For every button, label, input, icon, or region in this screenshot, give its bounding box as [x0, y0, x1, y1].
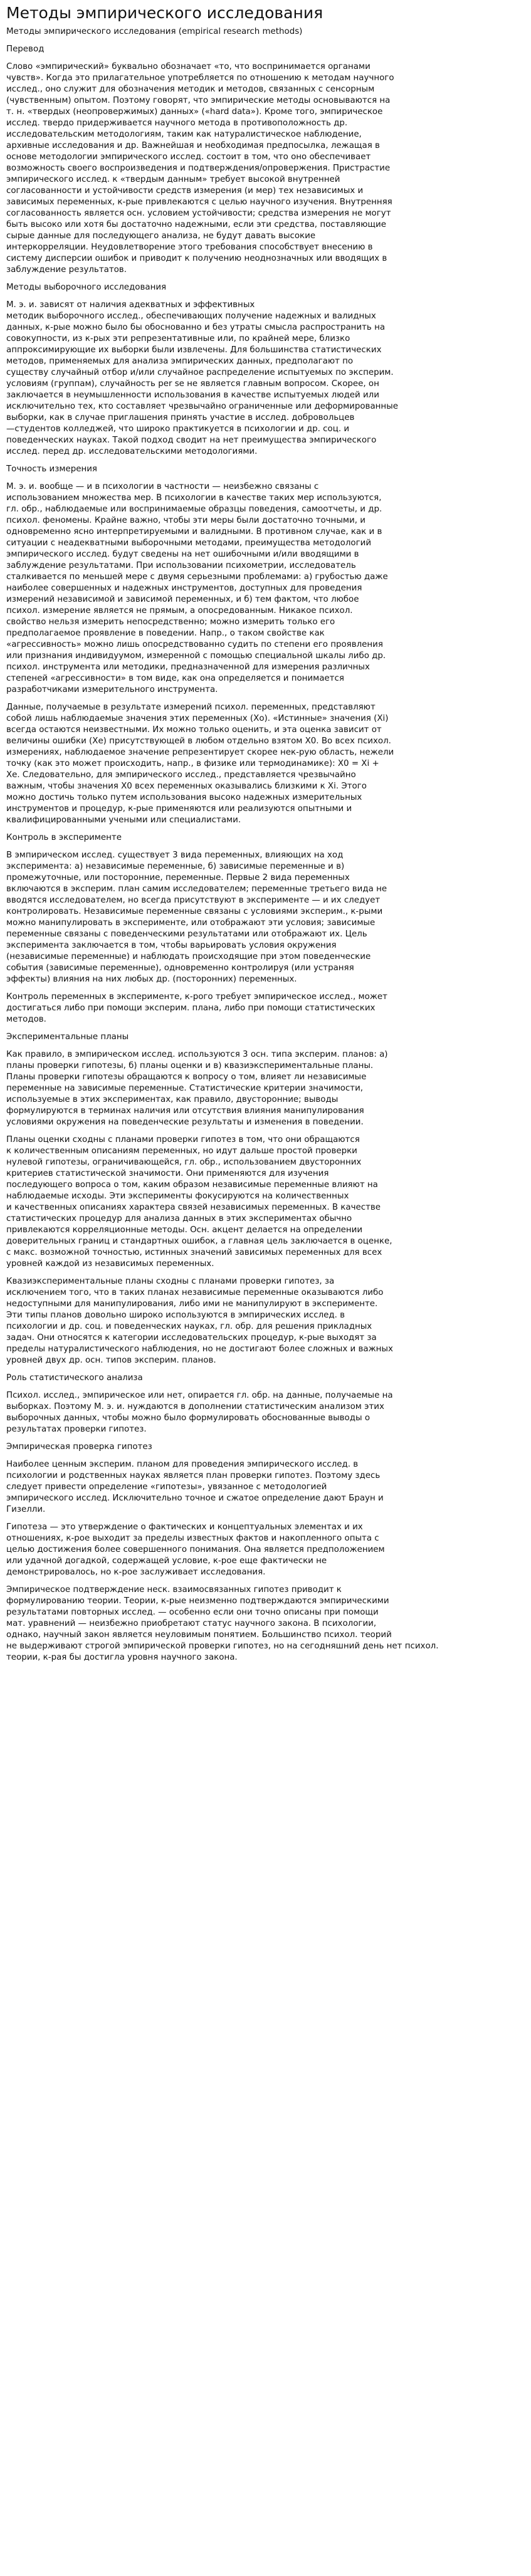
text-line: Гизелли. — [6, 1505, 46, 1514]
text-line: психол. феномены. Крайне важно, чтобы эти меры были достаточно точными, и — [6, 516, 365, 525]
text-line: не выдерживают строгой эмпирической проверки гипотез, но на сегодняшний день нет психол. — [6, 1641, 439, 1651]
paragraph — [6, 992, 525, 1025]
text-line: методов. — [6, 1015, 46, 1024]
paragraph — [6, 1049, 525, 1128]
text-line: т. н. «твердых (неопровержимых) данных» («hard data»). Кроме того, эмпирическое — [6, 107, 383, 117]
text-line: Эмпирическое подтверждение неск. взаимосвязанных гипотез приводит к — [6, 1585, 342, 1594]
text-line: уровней двух др. осн. типов эксперим. планов. — [6, 1356, 216, 1365]
text-line: Квазиэкспериментальные планы сходны с планами проверки гипотез, за — [6, 1277, 335, 1286]
text-line: Психол. исслед., эмпирическое или нет, опирается гл. обр. на данные, получаемые на — [6, 1391, 393, 1400]
text-line: переменные связаны с поведенческими результатами или отображают их. Цель — [6, 929, 367, 939]
text-line: Эти типы планов довольно широко используются в эмпирических исслед. в — [6, 1311, 345, 1320]
text-line: существу случайный отбор и/или случайное распределение испытуемых по эксперим. — [6, 368, 394, 377]
text-line: можно достичь только путем использования высоко надежных измерительных — [6, 793, 362, 802]
text-line: задач. Они относятся к категории исследовательских процедур, к-рые выходят за — [6, 1333, 377, 1343]
text-line: исслед., оно служит для обозначения методик и методов, связанных с сенсорным — [6, 85, 375, 94]
text-line: доверительных границ и стандартных ошибок, а главная цель заключается в оценке, — [6, 1237, 392, 1246]
paragraph — [6, 850, 525, 985]
text-line: измерений независимой и зависимой переменных, и б) тем фактом, что любое — [6, 595, 359, 604]
text-line: Данные, получаемые в результате измерений психол. переменных, представляют — [6, 703, 376, 712]
page-title: Методы эмпирического исследования — [6, 4, 323, 22]
section-heading — [6, 1373, 525, 1384]
text-line: психол. измерение является не прямым, а опосредованным. Никакое психол. — [6, 606, 353, 615]
text-line: критериев статистической значимости. Они применяются для изучения — [6, 1169, 329, 1178]
text-line: М. э. и. зависят от наличия адекватных и эффективных — [6, 300, 255, 310]
text-line: Слово «эмпирический» буквально обозначает «то, что воспринимается органами — [6, 62, 371, 71]
text-line: нулевой гипотезы, ограничивающейся, гл. обр., использованием двусторонних — [6, 1158, 362, 1167]
paragraph — [6, 1522, 525, 1578]
text-line: результатах проверки гипотез. — [6, 1425, 147, 1434]
text-line: уровней каждой из независимых переменных. — [6, 1259, 214, 1269]
text-line: эффекты) влияния на них любых др. (посторонних) переменных. — [6, 975, 297, 984]
section-heading — [6, 282, 525, 293]
text-line: исслед. твердо придерживается научного метода в противоположность др. — [6, 118, 348, 128]
text-line: (чувственным) опытом. Поэтому говорят, что эмпирические методы основываются на — [6, 96, 391, 105]
paragraph — [6, 1459, 525, 1516]
text-line: чувств». Когда это прилагательное употребляется по отношению к методам научного — [6, 73, 394, 83]
text-line: планы проверки гипотезы, б) планы оценки и в) квазиэкспериментальные планы. — [6, 1061, 374, 1071]
paragraph — [6, 300, 525, 458]
text-line: эмпирического исслед. к «твердым данным» требует высокой внутренней — [6, 175, 340, 184]
text-line: Экспериментальные планы — [6, 1032, 129, 1042]
text-line: пределы натуралистического наблюдения, но не достигают более сложных и важных — [6, 1344, 393, 1354]
text-line: Хе. Следовательно, для эмпирического исслед., представляется чрезвычайно — [6, 770, 356, 780]
text-line: предполагаемое проявление в поведении. Напр., о таком свойстве как — [6, 629, 325, 638]
text-line: переменные на зависимые переменные. Статистические критерии значимости, — [6, 1084, 364, 1093]
text-line: систему дисперсии ошибок и приводит к получению неоднозначных или вводящих в — [6, 254, 387, 263]
text-line: следует привести определение «гипотезы», увязанное с методологией — [6, 1482, 327, 1492]
text-line: и качественных описаниях характера связей независимых переменных. В качестве — [6, 1203, 381, 1212]
text-line: сырые данные для последующего анализа, не будут давать высокие — [6, 231, 316, 241]
text-line: статистических процедур для анализа данных в этих экспериментах обычно — [6, 1214, 352, 1223]
text-line: свойство нельзя измерить непосредственно; можно измерить только его — [6, 617, 335, 627]
text-line: эмпирического исслед. Исключительно точное и сжатое определение дают Браун и — [6, 1494, 384, 1503]
text-line: архивные исследования и др. Важнейшая и необходимая предпосылка, лежащая в — [6, 141, 380, 150]
text-line: Роль статистического анализа — [6, 1373, 143, 1383]
paragraph — [6, 481, 525, 696]
text-line: Гипотеза — это утверждение о фактических и концептуальных элементах и их — [6, 1522, 363, 1532]
text-line: целью достижения более совершенного понимания. Она является предположением — [6, 1545, 385, 1554]
text-line: —студентов колледжей, что широко практикуется в психологии и др. соц. и — [6, 424, 350, 434]
text-line: измерениях, наблюдаемое значение репрезентирует скорее нек-рую область, нежели — [6, 748, 394, 757]
text-line: выборках. Поэтому М. э. и. нуждаются в дополнении статистическим анализом этих — [6, 1402, 384, 1411]
text-line: собой лишь наблюдаемые значения этих переменных (Хо). «Истинные» значения (Хi) — [6, 714, 389, 723]
text-line: степеней «агрессивности» в том виде, как она определяется и понимается — [6, 674, 344, 683]
text-line: точку (как это может происходить, напр., в физике или термодинамике): Х0 = Хi + — [6, 759, 379, 768]
text-line: Контроль переменных в эксперименте, к-рого требует эмпирическое исслед., может — [6, 992, 387, 1002]
text-line: всегда остаются неизвестными. Их можно только оценить, и эта оценка зависит от — [6, 725, 382, 735]
text-line: вводятся исследователем, но всегда присутствуют в эксперименте — и их следует — [6, 896, 381, 905]
text-line: условиями окружения на поведенческие результаты и изменения в поведении. — [6, 1118, 364, 1127]
section-heading — [6, 1032, 525, 1043]
section-heading — [6, 44, 525, 55]
text-line: методов, применяемых для анализа эмпирических данных, предполагают по — [6, 357, 354, 366]
text-line: Точность измерения — [6, 464, 97, 474]
text-line: исключительно тех, кто составляет чрезвычайно ограниченные или деформированные — [6, 402, 398, 411]
text-line: разработчиками измерительного инструмента. — [6, 685, 218, 694]
section-heading — [6, 1442, 525, 1453]
text-line: теории, к-рая бы достигла уровня научного закона. — [6, 1653, 238, 1662]
text-line: мат. уравнений — неизбежно приобретают статус научного закона. В психологии, — [6, 1619, 377, 1628]
text-line: быть высоко или хотя бы достаточно надежными, если эти средства, поставляющие — [6, 220, 386, 229]
text-line: Эмпирическая проверка гипотез — [6, 1442, 152, 1452]
paragraph — [6, 1134, 525, 1270]
text-line: можно манипулировать в эксперименте, или отображают эти условия; зависимые — [6, 918, 376, 928]
text-line: важным, чтобы значения Х0 всех переменных оказывались близкими к Хi. Этого — [6, 782, 367, 791]
paragraph — [6, 702, 525, 826]
text-line: инструментов и процедур, к-рые применяются или реализуются опытными и — [6, 804, 352, 814]
text-line: выборки, как в случае приглашения принять участие в исслед. добровольцев — [6, 413, 355, 422]
text-line: Контроль в эксперименте — [6, 833, 122, 842]
paragraph — [6, 1390, 525, 1435]
section-heading — [6, 464, 525, 475]
text-line: исследовательским методологиям, таким как натуралистическое наблюдение, — [6, 130, 362, 139]
text-line: интеркорреляции. Неудовлетворение этого требования способствует внесению в — [6, 243, 373, 252]
text-line: эксперимента: а) независимые переменные, б) зависимые переменные и в) — [6, 862, 345, 871]
text-line: одновременно ясно интерпретируемыми и валидными. В противном случае, как и в — [6, 527, 382, 537]
text-line: совокупности, из к-рых эти репрезентативные или, по крайней мере, близко — [6, 334, 350, 343]
text-line: заблуждение результатами. При использовании психометрии, исследователь — [6, 561, 356, 570]
text-line: заблуждение результатов. — [6, 265, 127, 275]
text-line: наблюдаемые исходы. Эти эксперименты фокусируются на количественных — [6, 1191, 349, 1201]
text-line: демонстрировалось, но к-рое заслуживает исследования. — [6, 1568, 266, 1577]
paragraph — [6, 1276, 525, 1366]
text-line: исслед. перед др. исследовательскими методологиями. — [6, 447, 258, 456]
text-line: к количественным описаниям переменных, но идут дальше простой проверки — [6, 1146, 357, 1156]
section-heading — [6, 26, 525, 38]
text-line: аппроксимирующие их выборки были извлечены. Для большинства статистических — [6, 345, 382, 355]
section-heading — [6, 832, 525, 844]
article-body — [6, 26, 525, 1663]
text-line: выборочных данных, чтобы можно было формулировать обоснованные выводы о — [6, 1413, 371, 1423]
text-line: привлекаются корреляционные методы. Осн. акцент делается на определении — [6, 1225, 363, 1235]
text-line: М. э. и. вообще — и в психологии в частности — неизбежно связаны с — [6, 482, 319, 491]
paragraph — [6, 1584, 525, 1663]
text-line: заключается в неумышленности использования в качестве испытуемых людей или — [6, 390, 379, 400]
text-line: или признания индивидуумом, измеренной с помощью специальной шкалы либо др. — [6, 651, 386, 661]
text-line: использованием множества мер. В психологии в качестве таких мер используются, — [6, 493, 382, 503]
text-line: (независимые переменные) и наблюдать происходящие при этом поведенческие — [6, 952, 371, 961]
text-line: недоступными для манипулирования, либо ими не манипулируют в эксперименте. — [6, 1299, 378, 1309]
text-line: включаются в эксперим. план самим исследователем; переменные третьего вида не — [6, 884, 387, 894]
text-line: используемые в этих экспериментах, как правило, двусторонние; выводы — [6, 1095, 339, 1104]
text-line: психол. инструмента или методики, предназначенной для измерения различных — [6, 662, 370, 672]
text-line: квалифицированными учеными или специалистами. — [6, 815, 241, 825]
text-line: или удачной догадкой, содержащей условие, к-рое еще фактически не — [6, 1556, 327, 1566]
text-line: Перевод — [6, 45, 45, 54]
text-line: Планы проверки гипотезы обращаются к вопросу о том, влияет ли независимые — [6, 1072, 367, 1082]
text-line: возможность своего воспроизведения и подтверждения/опровержения. Пристрастие — [6, 164, 391, 173]
text-line: Наиболее ценным эксперим. планом для проведения эмпирического исслед. в — [6, 1460, 359, 1469]
text-line: Методы выборочного исследования — [6, 283, 167, 292]
paragraph — [6, 61, 525, 276]
text-line: наиболее совершенных и надежных инструментов, доступных для проведения — [6, 584, 362, 593]
text-line: основе методологии эмпирического исслед. состоит в том, что оно обеспечивает — [6, 152, 371, 162]
text-line: психологии и родственных науках является план проверки гипотез. Поэтому здесь — [6, 1471, 381, 1480]
text-line: согласованности и устойчивости средств измерения (и мер) тех независимых и — [6, 186, 364, 196]
text-line: Методы эмпирического исследования (empirical research methods) — [6, 27, 303, 36]
text-line: согласованность является осн. условием устойчивости; средства измерения не могут — [6, 209, 391, 218]
text-line: ситуации с неадекватными выборочными методами, преимущества методологий — [6, 538, 372, 548]
text-line: однако, научный закон является неуловимым понятием. Большинство психол. теорий — [6, 1630, 392, 1640]
text-line: эксперимента заключается в том, чтобы варьировать условия окружения — [6, 941, 337, 950]
text-line: условиям (группам), случайность per se не является главным вопросом. Скорее, он — [6, 379, 379, 389]
text-line: величины ошибки (Хе) присутствующей в любом отдельно взятом Х0. Во всех психол. — [6, 736, 391, 746]
text-line: отношениях, к-рое выходит за пределы известных фактов и накопленного опыта с — [6, 1534, 379, 1543]
text-line: результатами повторных исслед. — особенно если они точно описаны при помощи — [6, 1608, 379, 1617]
text-line: методик выборочного исслед., обеспечивающих получение надежных и валидных — [6, 312, 376, 321]
text-line: В эмпирическом исслед. существует 3 вида переменных, влияющих на ход — [6, 851, 344, 860]
text-line: исключением того, что в таких планах независимые переменные оказываются либо — [6, 1288, 384, 1297]
text-line: с макс. возможной точностью, истинных значений зависимых переменных для всех — [6, 1248, 382, 1257]
text-line: гл. обр., наблюдаемые или воспринимаемые образцы поведения, самоотчеты, и др. — [6, 505, 382, 514]
text-line: последующего вопроса о том, каким образом независимые переменные влияют на — [6, 1180, 378, 1190]
text-line: формулируются в терминах наличия или отсутствия влияния манипулирования — [6, 1106, 364, 1116]
text-line: сталкивается по меньшей мере с двумя серьезными проблемами: а) грубостью даже — [6, 572, 388, 582]
text-line: достигаться либо при помощи эксперим. плана, либо при помощи статистических — [6, 1003, 376, 1013]
text-line: «агрессивность» можно лишь опосредствованно судить по степени его проявления — [6, 640, 383, 649]
text-line: психологии и др. соц. и поведенческих науках, гл. обр. для решения прикладных — [6, 1322, 372, 1331]
text-line: события (зависимые переменные), одновременно контролируя (или устраняя — [6, 963, 354, 973]
text-line: Как правило, в эмпирическом исслед. используются 3 осн. типа эксперим. планов: а) — [6, 1050, 388, 1059]
text-line: контролировать. Независимые переменные связаны с условиями эксперим., к-рыми — [6, 907, 383, 916]
text-line: данных, к-рые можно было бы обоснованно и без утраты смысла распространить на — [6, 323, 386, 332]
text-line: формулированию теории. Теории, к-рые неизменно подтверждаются эмпирическими — [6, 1596, 389, 1606]
text-line: Планы оценки сходны с планами проверки гипотез в том, что они обращаются — [6, 1135, 360, 1144]
text-line: эмпирического исслед. будут сведены на нет ошибочными и/или вводящими в — [6, 550, 359, 559]
text-line: зависимых переменных, к-рые привлекаются с целью научного изучения. Внутренняя — [6, 197, 392, 207]
text-line: поведенческих науках. Такой подход сводит на нет преимущества эмпирического — [6, 436, 377, 445]
text-line: промежуточные, или посторонние, переменные. Первые 2 вида переменных — [6, 873, 350, 882]
